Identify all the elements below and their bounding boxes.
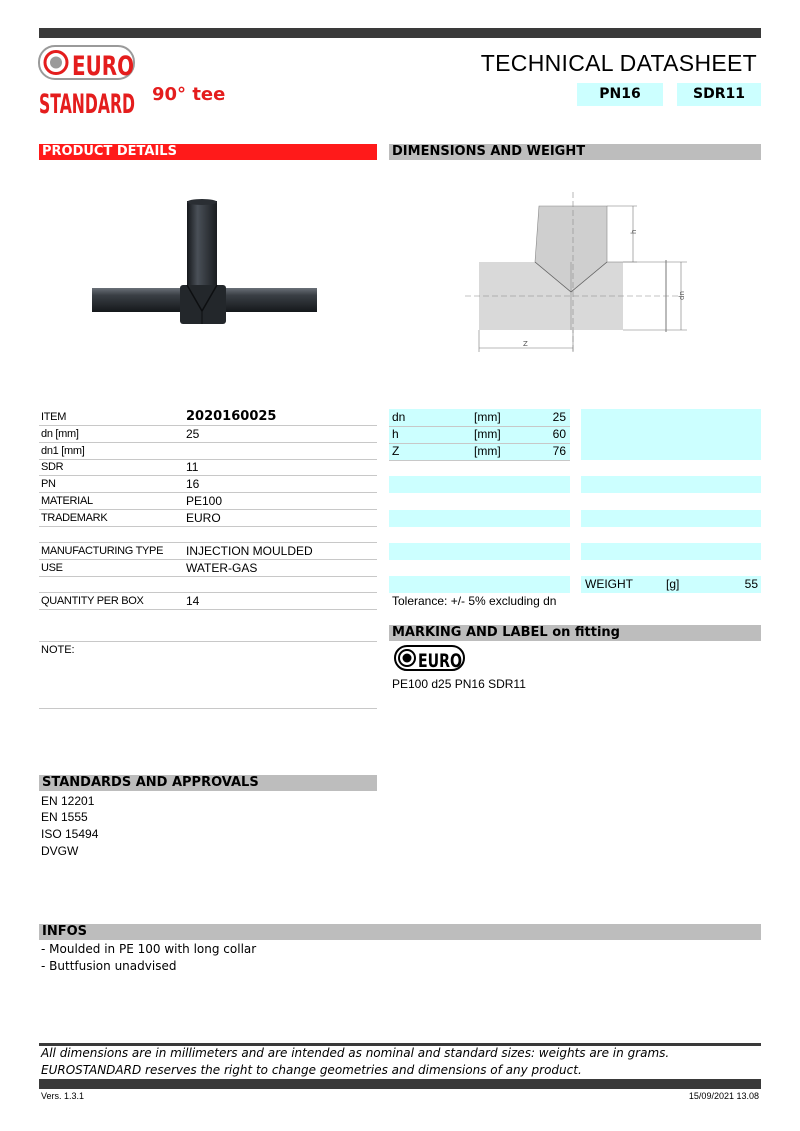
dim-value: 25 (552, 410, 566, 424)
standard-item: DVGW (41, 844, 79, 858)
row-value: 2020160025 (186, 409, 277, 424)
table-row-use (39, 560, 377, 577)
bottom-bar (39, 1079, 761, 1089)
table-row-quantity-per-box (39, 593, 377, 610)
row-value: 14 (186, 594, 200, 608)
row-value: INJECTION MOULDED (186, 544, 313, 558)
product-details-header: PRODUCT DETAILS (39, 144, 377, 160)
dim-cell (581, 510, 761, 527)
top-bar (39, 28, 761, 38)
eurostandard-logo (38, 44, 138, 116)
row-value: 16 (186, 477, 200, 491)
table-row-material (39, 493, 377, 510)
row-label: PN (41, 478, 56, 490)
svg-text:EURO: EURO (72, 51, 134, 82)
row-value: EURO (186, 511, 221, 525)
row-label: dn1 [mm] (41, 445, 85, 457)
infos-header: INFOS (39, 924, 761, 940)
row-label: USE (41, 562, 63, 574)
note-label: NOTE: (41, 644, 75, 656)
table-row-item (39, 409, 377, 426)
pn-badge: PN16 (577, 83, 663, 106)
dim-value: 76 (552, 444, 566, 458)
row-label: QUANTITY PER BOX (41, 595, 144, 607)
table-row-empty (39, 526, 377, 543)
dimensions-header: DIMENSIONS AND WEIGHT (389, 144, 761, 160)
table-row-empty (39, 576, 377, 593)
info-item: - Buttfusion unadvised (41, 959, 177, 973)
dim-cell (581, 409, 761, 426)
weight-unit: [g] (666, 577, 680, 591)
marking-text: PE100 d25 PN16 SDR11 (392, 677, 526, 691)
date-stamp: 15/09/2021 13.08 (688, 1091, 759, 1101)
row-label: MANUFACTURING TYPE (41, 545, 164, 557)
dim-name: Z (392, 444, 400, 458)
table-row-trademark (39, 510, 377, 527)
dim-unit: [mm] (474, 427, 501, 441)
dim-cell (389, 576, 570, 593)
standard-item: ISO 15494 (41, 827, 99, 841)
row-value: WATER-GAS (186, 561, 258, 575)
dim-name: h (392, 427, 399, 441)
note-divider-top (39, 641, 377, 642)
info-item: - Moulded in PE 100 with long collar (41, 942, 257, 956)
table-row-manufacturing-type (39, 543, 377, 560)
dim-cell (389, 476, 570, 493)
dim-value: 60 (552, 427, 566, 441)
sdr-badge: SDR11 (677, 83, 761, 106)
version-label: Vers. 1.3.1 (41, 1091, 85, 1101)
tolerance-note: Tolerance: +/- 5% excluding dn (392, 594, 557, 608)
tee-fitting-image (92, 198, 317, 328)
technical-drawing (455, 170, 695, 385)
product-name: 90° tee (152, 84, 226, 105)
dim-cell (389, 543, 570, 560)
row-value: 11 (186, 460, 199, 474)
svg-text:Z: Z (523, 340, 528, 348)
dim-name: dn (392, 410, 406, 424)
dim-cell (581, 426, 761, 443)
marking-header: MARKING AND LABEL on fitting (389, 625, 761, 641)
dim-cell (581, 443, 761, 460)
svg-text:STANDARD: STANDARD (39, 89, 135, 116)
weight-label: WEIGHT (585, 577, 633, 591)
svg-text:h: h (630, 229, 638, 234)
svg-text:dn: dn (678, 291, 686, 300)
svg-text:EURO: EURO (418, 650, 462, 671)
disclaimer-line-2: EUROSTANDARD reserves the right to change geometries and dimensions of any product. (41, 1063, 582, 1077)
euro-logo-mark (394, 645, 466, 671)
disclaimer-line-1: All dimensions are in millimeters and are intended as nominal and standard sizes: weights are in grams. (41, 1046, 670, 1060)
document-title: TECHNICAL DATASHEET (480, 50, 757, 76)
row-label: ITEM (41, 411, 67, 423)
row-label: TRADEMARK (41, 512, 108, 524)
weight-value: 55 (744, 577, 758, 591)
dim-cell (581, 543, 761, 560)
dim-divider (389, 460, 570, 461)
dim-unit: [mm] (474, 444, 501, 458)
standards-header: STANDARDS AND APPROVALS (39, 775, 377, 791)
note-divider-bottom (39, 708, 377, 709)
dim-unit: [mm] (474, 410, 501, 424)
table-row-pn (39, 476, 377, 493)
table-row-dn1 (39, 443, 377, 460)
row-value: PE100 (186, 494, 223, 508)
dim-cell (389, 510, 570, 527)
standard-item: EN 12201 (41, 794, 95, 808)
table-row-dn (39, 426, 377, 443)
row-value: 25 (186, 427, 200, 441)
dim-cell (581, 476, 761, 493)
row-label: MATERIAL (41, 495, 93, 507)
standard-item: EN 1555 (41, 810, 88, 824)
row-label: dn [mm] (41, 428, 79, 440)
row-label: SDR (41, 461, 64, 473)
table-row-sdr (39, 459, 377, 476)
